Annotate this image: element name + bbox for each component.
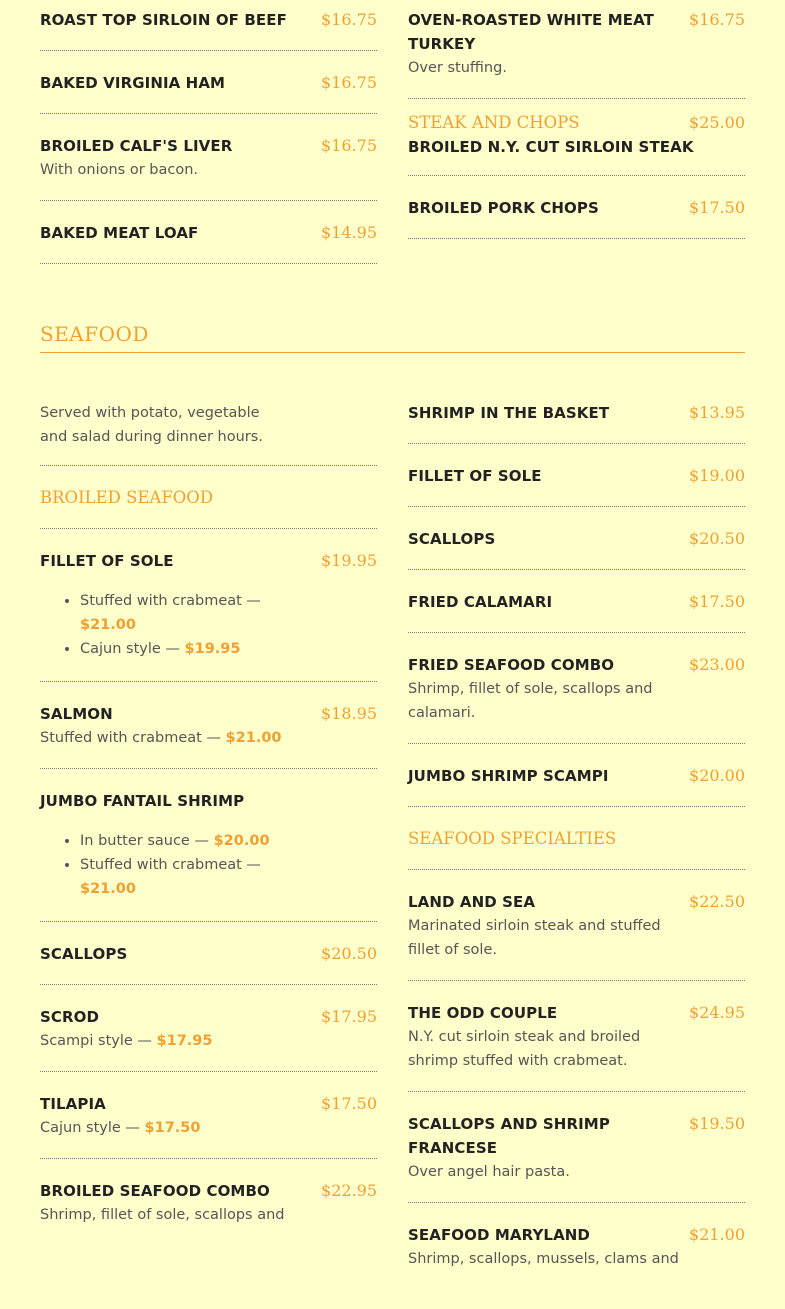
menu-item [40, 702, 377, 769]
item-price: $16.75 [689, 10, 745, 29]
option-price: $17.50 [144, 1120, 201, 1136]
item-name: SCALLOPS AND SHRIMP FRANCESE [408, 1115, 610, 1157]
menu-item [40, 1005, 377, 1072]
intro-text: Served with potato, vegetable and salad during dinner hours. [40, 405, 263, 445]
menu-item [408, 590, 745, 633]
item-name: TILAPIA [40, 1095, 106, 1113]
menu-item [408, 1001, 745, 1092]
menu-item [408, 527, 745, 570]
menu-item [40, 71, 377, 114]
item-name: FILLET OF SOLE [40, 552, 174, 570]
item-name: FRIED CALAMARI [408, 593, 553, 611]
item-name: SHRIMP IN THE BASKET [408, 404, 610, 422]
item-name: JUMBO SHRIMP SCAMPI [408, 767, 609, 785]
menu-item [408, 1223, 745, 1289]
item-name: SEAFOOD MARYLAND [408, 1226, 590, 1244]
option: • Cajun style — $19.95 [80, 637, 377, 661]
menu-item [40, 1179, 377, 1245]
item-description: Scampi style — $17.95 [40, 1033, 213, 1049]
item-price: $19.50 [689, 1114, 745, 1133]
item-price: $19.00 [689, 466, 745, 485]
item-name: ROAST TOP SIRLOIN OF BEEF [40, 11, 287, 29]
subsection [40, 486, 377, 529]
item-price: $17.50 [689, 198, 745, 217]
item-description: Stuffed with crabmeat — $21.00 [40, 730, 282, 746]
menu-item [40, 221, 377, 264]
item-name: BAKED MEAT LOAF [40, 224, 199, 242]
item-name: BROILED SEAFOOD COMBO [40, 1182, 270, 1200]
item-name: SCALLOPS [408, 530, 496, 548]
item-description: Shrimp, fillet of sole, scallops and [40, 1207, 285, 1223]
item-price: $17.50 [689, 592, 745, 611]
item-name: SCALLOPS [40, 945, 128, 963]
meats-column-right [408, 8, 745, 259]
menu-item [40, 942, 377, 985]
option-price: $19.95 [184, 641, 241, 657]
section-intro [40, 401, 377, 466]
item-price: $14.95 [321, 223, 377, 242]
item-price: $20.50 [321, 944, 377, 963]
menu-item [408, 890, 745, 981]
item-name: BAKED VIRGINIA HAM [40, 74, 226, 92]
menu-item [408, 1112, 745, 1203]
option: • In butter sauce — $20.00 [80, 829, 377, 853]
item-name: FILLET OF SOLE [408, 467, 542, 485]
item-name: BROILED PORK CHOPS [408, 199, 599, 217]
options-list [40, 829, 377, 901]
option-price: $21.00 [225, 730, 282, 746]
subsection [408, 827, 745, 870]
item-price: $17.50 [321, 1094, 377, 1113]
item-description: With onions or bacon. [40, 162, 199, 178]
option: • Stuffed with crabmeat — $21.00 [80, 853, 377, 901]
item-name: SCROD [40, 1008, 100, 1026]
subsection-heading: BROILED SEAFOOD [40, 488, 214, 507]
item-price: $18.95 [321, 704, 377, 723]
menu-item [408, 764, 745, 807]
item-name: OVEN-ROASTED WHITE MEAT TURKEY [408, 11, 654, 53]
item-price: $16.75 [321, 10, 377, 29]
item-name: THE ODD COUPLE [408, 1004, 558, 1022]
menu-item [40, 549, 377, 682]
item-description: Over stuffing. [408, 60, 507, 76]
menu-item [40, 134, 377, 201]
options-list [40, 589, 377, 661]
item-description: N.Y. cut sirloin steak and broiled shrimp stuffed with crabmeat. [408, 1029, 641, 1069]
item-description: Cajun style — $17.50 [40, 1120, 201, 1136]
item-description: Marinated sirloin steak and stuffed fillet of sole. [408, 918, 661, 958]
item-name: FRIED SEAFOOD COMBO [408, 656, 615, 674]
menu-item [408, 464, 745, 507]
menu-item [408, 111, 745, 176]
menu-item [40, 8, 377, 51]
item-price: $22.95 [321, 1181, 377, 1200]
item-description: Over angel hair pasta. [408, 1164, 570, 1180]
option-price: $21.00 [80, 881, 136, 897]
item-description: Shrimp, fillet of sole, scallops and calamari. [408, 681, 653, 721]
menu-item [408, 196, 745, 239]
option: • Stuffed with crabmeat — $21.00 [80, 589, 377, 637]
item-price: $23.00 [689, 655, 745, 674]
item-price: $19.95 [321, 551, 377, 570]
item-name: LAND AND SEA [408, 893, 536, 911]
menu-item [40, 1092, 377, 1159]
menu-item [408, 401, 745, 444]
item-description: Shrimp, scallops, mussels, clams and [408, 1251, 679, 1267]
item-name: BROILED N.Y. CUT SIRLOIN STEAK [408, 138, 694, 156]
item-name: SALMON [40, 705, 113, 723]
subsection-heading: SEAFOOD SPECIALTIES [408, 829, 617, 848]
item-name: JUMBO FANTAIL SHRIMP [40, 792, 245, 810]
item-price: $13.95 [689, 403, 745, 422]
item-price: $20.00 [689, 766, 745, 785]
item-price: $17.95 [321, 1007, 377, 1026]
item-name: BROILED CALF'S LIVER [40, 137, 233, 155]
meats-column-left [40, 8, 377, 284]
item-price: $16.75 [321, 136, 377, 155]
item-price: $16.75 [321, 73, 377, 92]
menu-item [40, 789, 377, 922]
option-price: $17.95 [156, 1033, 213, 1049]
seafood-column-right [408, 401, 745, 1309]
option-price: $21.00 [80, 617, 136, 633]
option-price: $20.00 [213, 833, 270, 849]
item-price: $25.00 [689, 113, 745, 132]
item-price: $24.95 [689, 1003, 745, 1022]
item-price: $20.50 [689, 529, 745, 548]
item-price: $22.50 [689, 892, 745, 911]
menu-item [408, 8, 745, 99]
menu-item [408, 653, 745, 744]
subsection-heading: STEAK AND CHOPS [408, 113, 580, 132]
seafood-column-left [40, 401, 377, 1265]
section-title: SEAFOOD [40, 318, 745, 353]
item-price: $21.00 [689, 1225, 745, 1244]
